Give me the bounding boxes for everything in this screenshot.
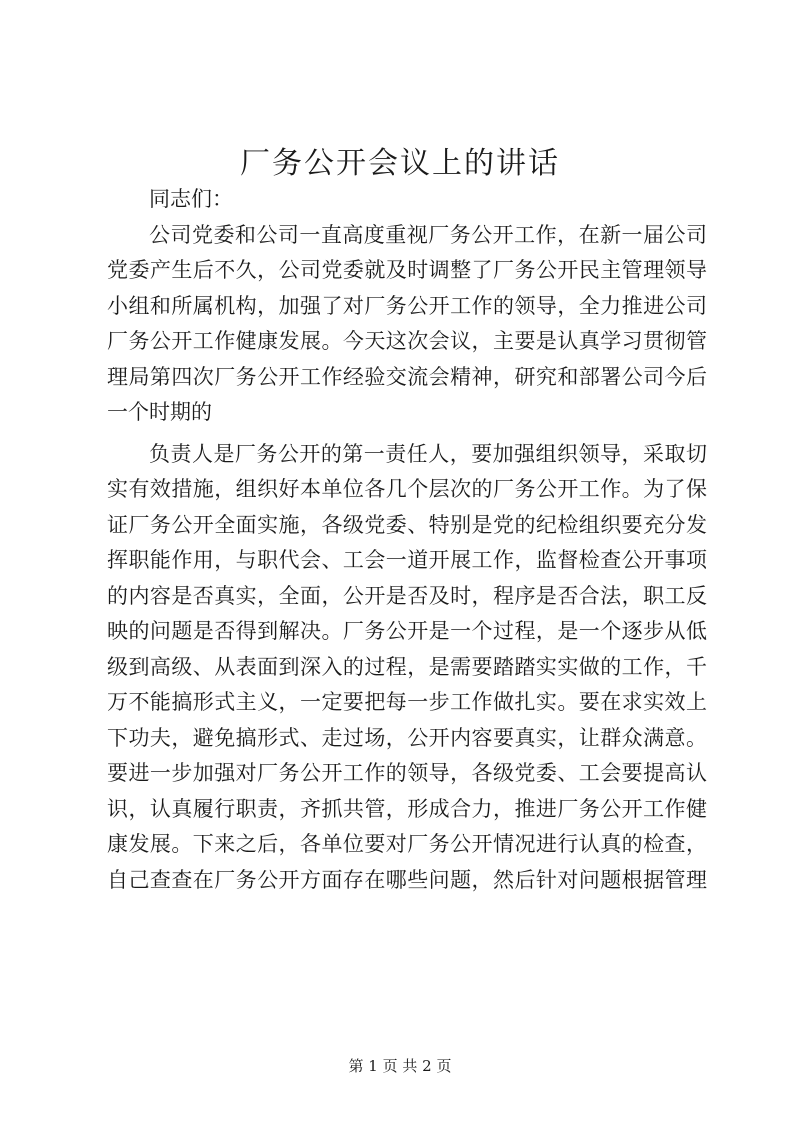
paragraph-line: 映的问题是否得到解决。厂务公开是一个过程，是一个逐步从低: [107, 619, 707, 643]
paragraph-line: 理局第四次厂务公开工作经验交流会精神，研究和部署公司今后: [107, 364, 707, 389]
paragraph-line: 一个时期的: [107, 400, 212, 424]
paragraph-line: 康发展。下来之后，各单位要对厂务公开情况进行认真的检查，: [107, 832, 707, 856]
paragraph-line: 厂务公开工作健康发展。今天这次会议，主要是认真学习贯彻管: [107, 329, 707, 353]
paragraph-line: 实有效措施，组织好本单位各几个层次的厂务公开工作。为了保: [107, 477, 707, 501]
document-title: 厂务公开会议上的讲话: [240, 146, 560, 181]
greeting-line: 同志们：: [149, 187, 233, 211]
paragraph-line: 下功夫，避免搞形式、走过场，公开内容要真实，让群众满意。: [107, 725, 707, 750]
paragraph-line: 负责人是厂务公开的第一责任人，要加强组织领导，采取切: [149, 441, 707, 466]
page-number-footer: 第 1 页 共 2 页: [348, 1057, 452, 1075]
document-body: [107, 182, 707, 898]
paragraph-line: 自己查查在厂务公开方面存在哪些问题，然后针对问题根据管理: [107, 867, 707, 892]
paragraph-line: 的内容是否真实，全面，公开是否及时，程序是否合法，职工反: [107, 583, 707, 608]
paragraph-line: 级到高级、从表面到深入的过程，是需要踏踏实实做的工作，千: [107, 654, 707, 679]
paragraph-line: 挥职能作用，与职代会、工会一道开展工作，监督检查公开事项: [107, 548, 707, 572]
paragraph-line: 万不能搞形式主义，一定要把每一步工作做扎实。要在求实效上: [107, 690, 707, 714]
paragraph-line: 要进一步加强对厂务公开工作的领导，各级党委、工会要提高认: [107, 761, 707, 785]
paragraph-line: 公司党委和公司一直高度重视厂务公开工作，在新一届公司: [149, 222, 707, 247]
paragraph-1: [107, 218, 707, 431]
paragraph-2: [107, 437, 707, 899]
paragraph-line: 小组和所属机构，加强了对厂务公开工作的领导，全力推进公司: [107, 293, 707, 318]
paragraph-line: 党委产生后不久，公司党委就及时调整了厂务公开民主管理领导: [107, 258, 707, 282]
paragraph-line: 识，认真履行职责，齐抓共管，形成合力，推进厂务公开工作健: [107, 796, 707, 821]
paragraph-line: 证厂务公开全面实施，各级党委、特别是党的纪检组织要充分发: [107, 512, 707, 537]
